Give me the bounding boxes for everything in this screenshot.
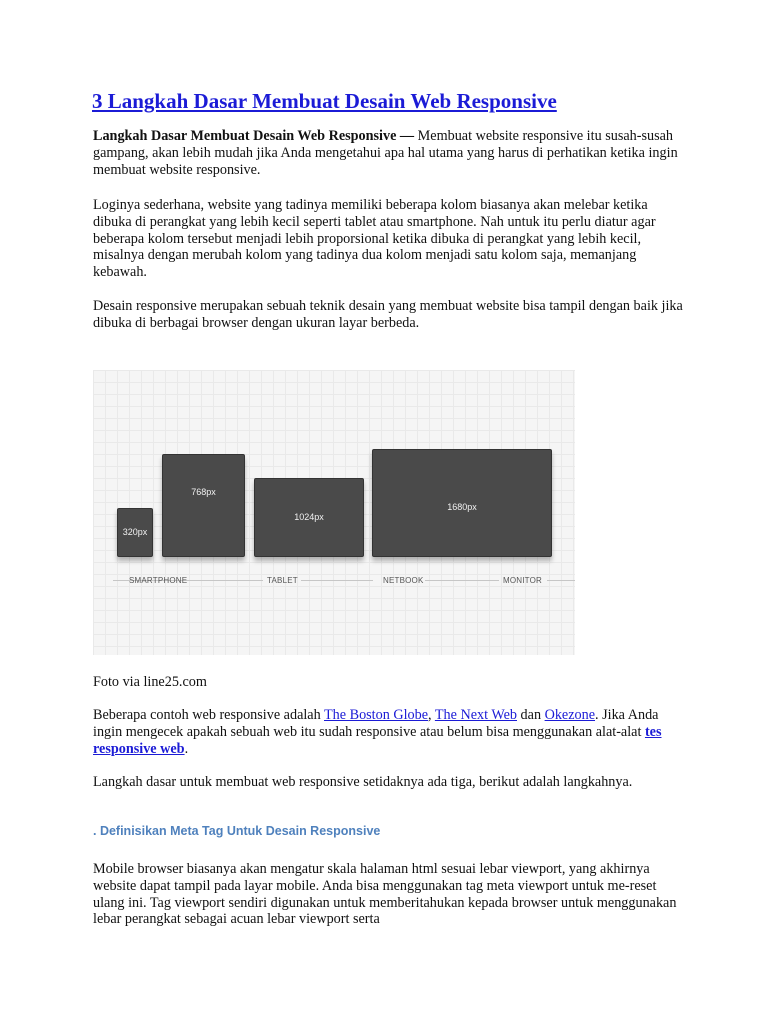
intro-bold-lead: Langkah Dasar Membuat Desain Web Responsive [93, 128, 397, 144]
paragraph-examples [93, 707, 683, 757]
smartphone-size-label: 320px [122, 526, 148, 537]
article-title-link[interactable]: 3 Langkah Dasar Membuat Desain Web Responsive [92, 89, 557, 113]
paragraph-2: Loginya sederhana, website yang tadinya memiliki beberapa kolom biasanya akan melebar ketika dibuka di perangkat yang lebih kecil seperti tablet atau smartphone. Nah untuk itu perlu diatur agar beberapa kolom tersebut menjadi lebih proporsional ketika dibuka di perangkat yang lebih kecil, misalnya dengan merubah kolom yang tadinya dua kolom menjadi satu kolom saja, memanjang kebawah. [93, 197, 656, 281]
examples-text-5: . [184, 740, 189, 757]
monitor-device [372, 449, 552, 557]
section-heading-meta-tag: . Definisikan Meta Tag Untuk Desain Responsive [93, 824, 381, 838]
intro-text: Membuat website responsive itu susah-susah gampang, akan lebih mudah jika Anda mengetahui apa hal utama yang harus di perhatikan ketika ingin membuat website responsive. [93, 128, 678, 178]
examples-text-4: . Jika Anda ingin mengecek apakah sebuah web itu sudah responsive atau belum bisa menggunakan alat-alat [93, 707, 659, 740]
smartphone-device [117, 508, 153, 557]
intro-dash: — [396, 128, 418, 144]
figure-axis-line [547, 580, 575, 581]
category-label-monitor: MONITOR [503, 576, 543, 585]
figure-axis-line [425, 580, 499, 581]
examples-text-3: dan [517, 707, 545, 723]
paragraph-viewport: Mobile browser biasanya akan mengatur skala halaman html sesuai lebar viewport, yang akhirnya website dapat tampil pada layar mobile. Anda bisa menggunakan tag meta viewport untuk me-reset ulang ini. Tag viewport sendiri digunakan untuk memberitahukan kepada browser untuk menggunakan lebar perangkat sebagai acuan lebar viewport serta [93, 861, 677, 928]
link-okezone[interactable]: Okezone [544, 707, 596, 723]
paragraph-3: Desain responsive merupakan sebuah teknik desain yang membuat website bisa tampil dengan baik jika dibuka di berbagai browser dengan ukuran layar berbeda. [93, 298, 683, 331]
tablet-size-label: 768px [191, 487, 216, 498]
tablet-device [162, 454, 245, 557]
examples-text-2: , [428, 707, 435, 723]
category-label-netbook: NETBOOK [383, 576, 424, 585]
responsive-devices-figure [93, 370, 575, 655]
category-label-smartphone: SMARTPHONE [129, 576, 188, 585]
category-label-tablet: TABLET [267, 576, 298, 585]
paragraph-steps-intro: Langkah dasar untuk membuat web responsive setidaknya ada tiga, berikut adalah langkahnya. [93, 774, 633, 790]
netbook-size-label: 1024px [294, 511, 324, 522]
examples-text-1: Beberapa contoh web responsive adalah [93, 707, 324, 723]
link-boston-globe[interactable]: The Boston Globe [324, 707, 429, 723]
link-the-next-web[interactable]: The Next Web [434, 707, 517, 723]
netbook-device [254, 478, 364, 557]
figure-caption: Foto via line25.com [93, 674, 207, 690]
figure-axis-line [301, 580, 373, 581]
link-tes-responsive-web[interactable]: tes responsive web [93, 723, 662, 757]
monitor-size-label: 1680px [447, 502, 477, 513]
intro-paragraph [93, 128, 683, 178]
